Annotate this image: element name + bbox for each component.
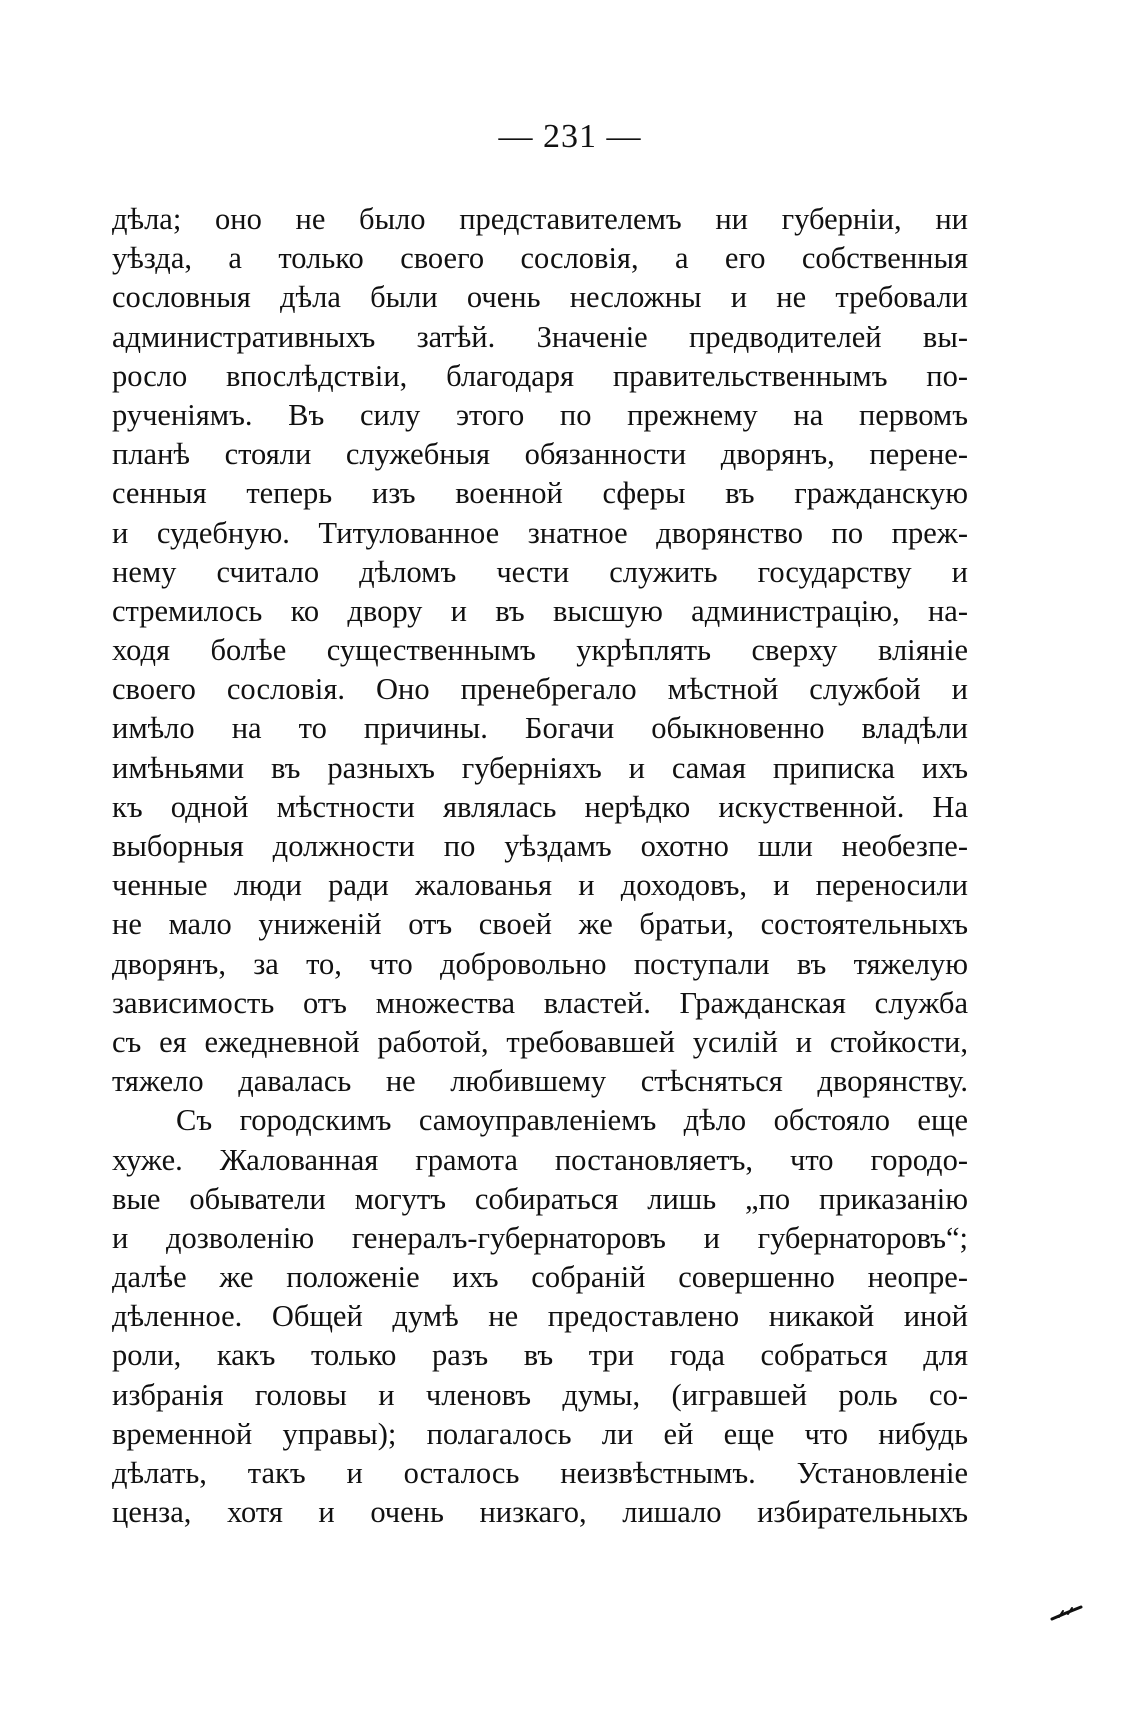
text-line: выборныя должности по уѣздамъ охотно шли необезпе- (112, 829, 968, 863)
text-line: съ ея ежедневной работой, требовавшей усилій и стойкости, (112, 1024, 968, 1059)
text-line: и дозволенію генералъ-губернаторовъ и губернаторовъ“; (112, 1220, 968, 1255)
text-line: имѣньями въ разныхъ губерніяхъ и самая приписка ихъ (112, 750, 968, 785)
text-line: стремилось ко двору и въ высшую администрацію, на- (112, 593, 968, 628)
text-line: нему считало дѣломъ чести служить государству и (112, 554, 968, 589)
text-line: сословныя дѣла были очень несложны и не требовали (112, 280, 968, 315)
text-line: роли, какъ только разъ въ три года собраться для (112, 1338, 968, 1373)
text-line: уѣзда, а только своего сословія, а его собственныя (112, 241, 968, 276)
text-line: ходя болѣе существеннымъ укрѣплять сверху вліяніе (112, 633, 968, 668)
text-line: тяжело давалась не любившему стѣсняться дворянству. (112, 1064, 968, 1099)
text-line: дѣленное. Общей думѣ не предоставлено никакой иной (112, 1299, 968, 1334)
text-line: вые обыватели могутъ собираться лишь „по приказанію (112, 1181, 968, 1216)
text-line: ченные люди ради жалованья и доходовъ, и переносили (112, 868, 968, 903)
catchword-mark-icon (1050, 1605, 1084, 1621)
text-line: временной управы); полагалось ли ей еще что нибудь (112, 1416, 968, 1451)
text-line: дѣлать, такъ и осталось неизвѣстнымъ. Установленіе (112, 1456, 968, 1490)
text-line: имѣло на то причины. Богачи обыкновенно владѣли (112, 711, 968, 746)
body-text (112, 200, 968, 1532)
text-line: сенныя теперь изъ военной сферы въ гражданскую (112, 476, 968, 511)
text-line: своего сословія. Оно пренебрегало мѣстной службой и (112, 672, 968, 707)
text-line: ценза, хотя и очень низкаго, лишало избирательныхъ (112, 1495, 968, 1530)
text-line: Съ городскимъ самоуправленіемъ дѣло обстояло еще (176, 1103, 968, 1138)
text-line: административныхъ затѣй. Значеніе предводителей вы- (112, 319, 968, 354)
page-number: — 231 — (498, 118, 642, 155)
text-line: планѣ стояли служебныя обязанности дворянъ, перене- (112, 437, 968, 472)
text-line: къ одной мѣстности являлась нерѣдко искуственной. На (112, 789, 968, 824)
text-line: не мало униженій отъ своей же братьи, состоятельныхъ (112, 907, 968, 942)
text-line: избранія головы и членовъ думы, (игравшей роль со- (112, 1377, 968, 1412)
text-line: далѣе же положеніе ихъ собраній совершенно неопре- (112, 1260, 968, 1295)
text-line: рученіямъ. Въ силу этого по прежнему на первомъ (112, 397, 968, 432)
text-line: и судебную. Титулованное знатное дворянство по преж- (112, 515, 968, 550)
text-line: дѣла; оно не было представителемъ ни губерніи, ни (112, 202, 968, 236)
text-line: хуже. Жалованная грамота постановляетъ, что городо- (112, 1142, 968, 1177)
text-line: зависимость отъ множества властей. Гражданская служба (112, 985, 968, 1020)
text-line: росло впослѣдствіи, благодаря правительственнымъ по- (112, 358, 968, 393)
text-line: дворянъ, за то, что добровольно поступали въ тяжелую (112, 946, 968, 981)
